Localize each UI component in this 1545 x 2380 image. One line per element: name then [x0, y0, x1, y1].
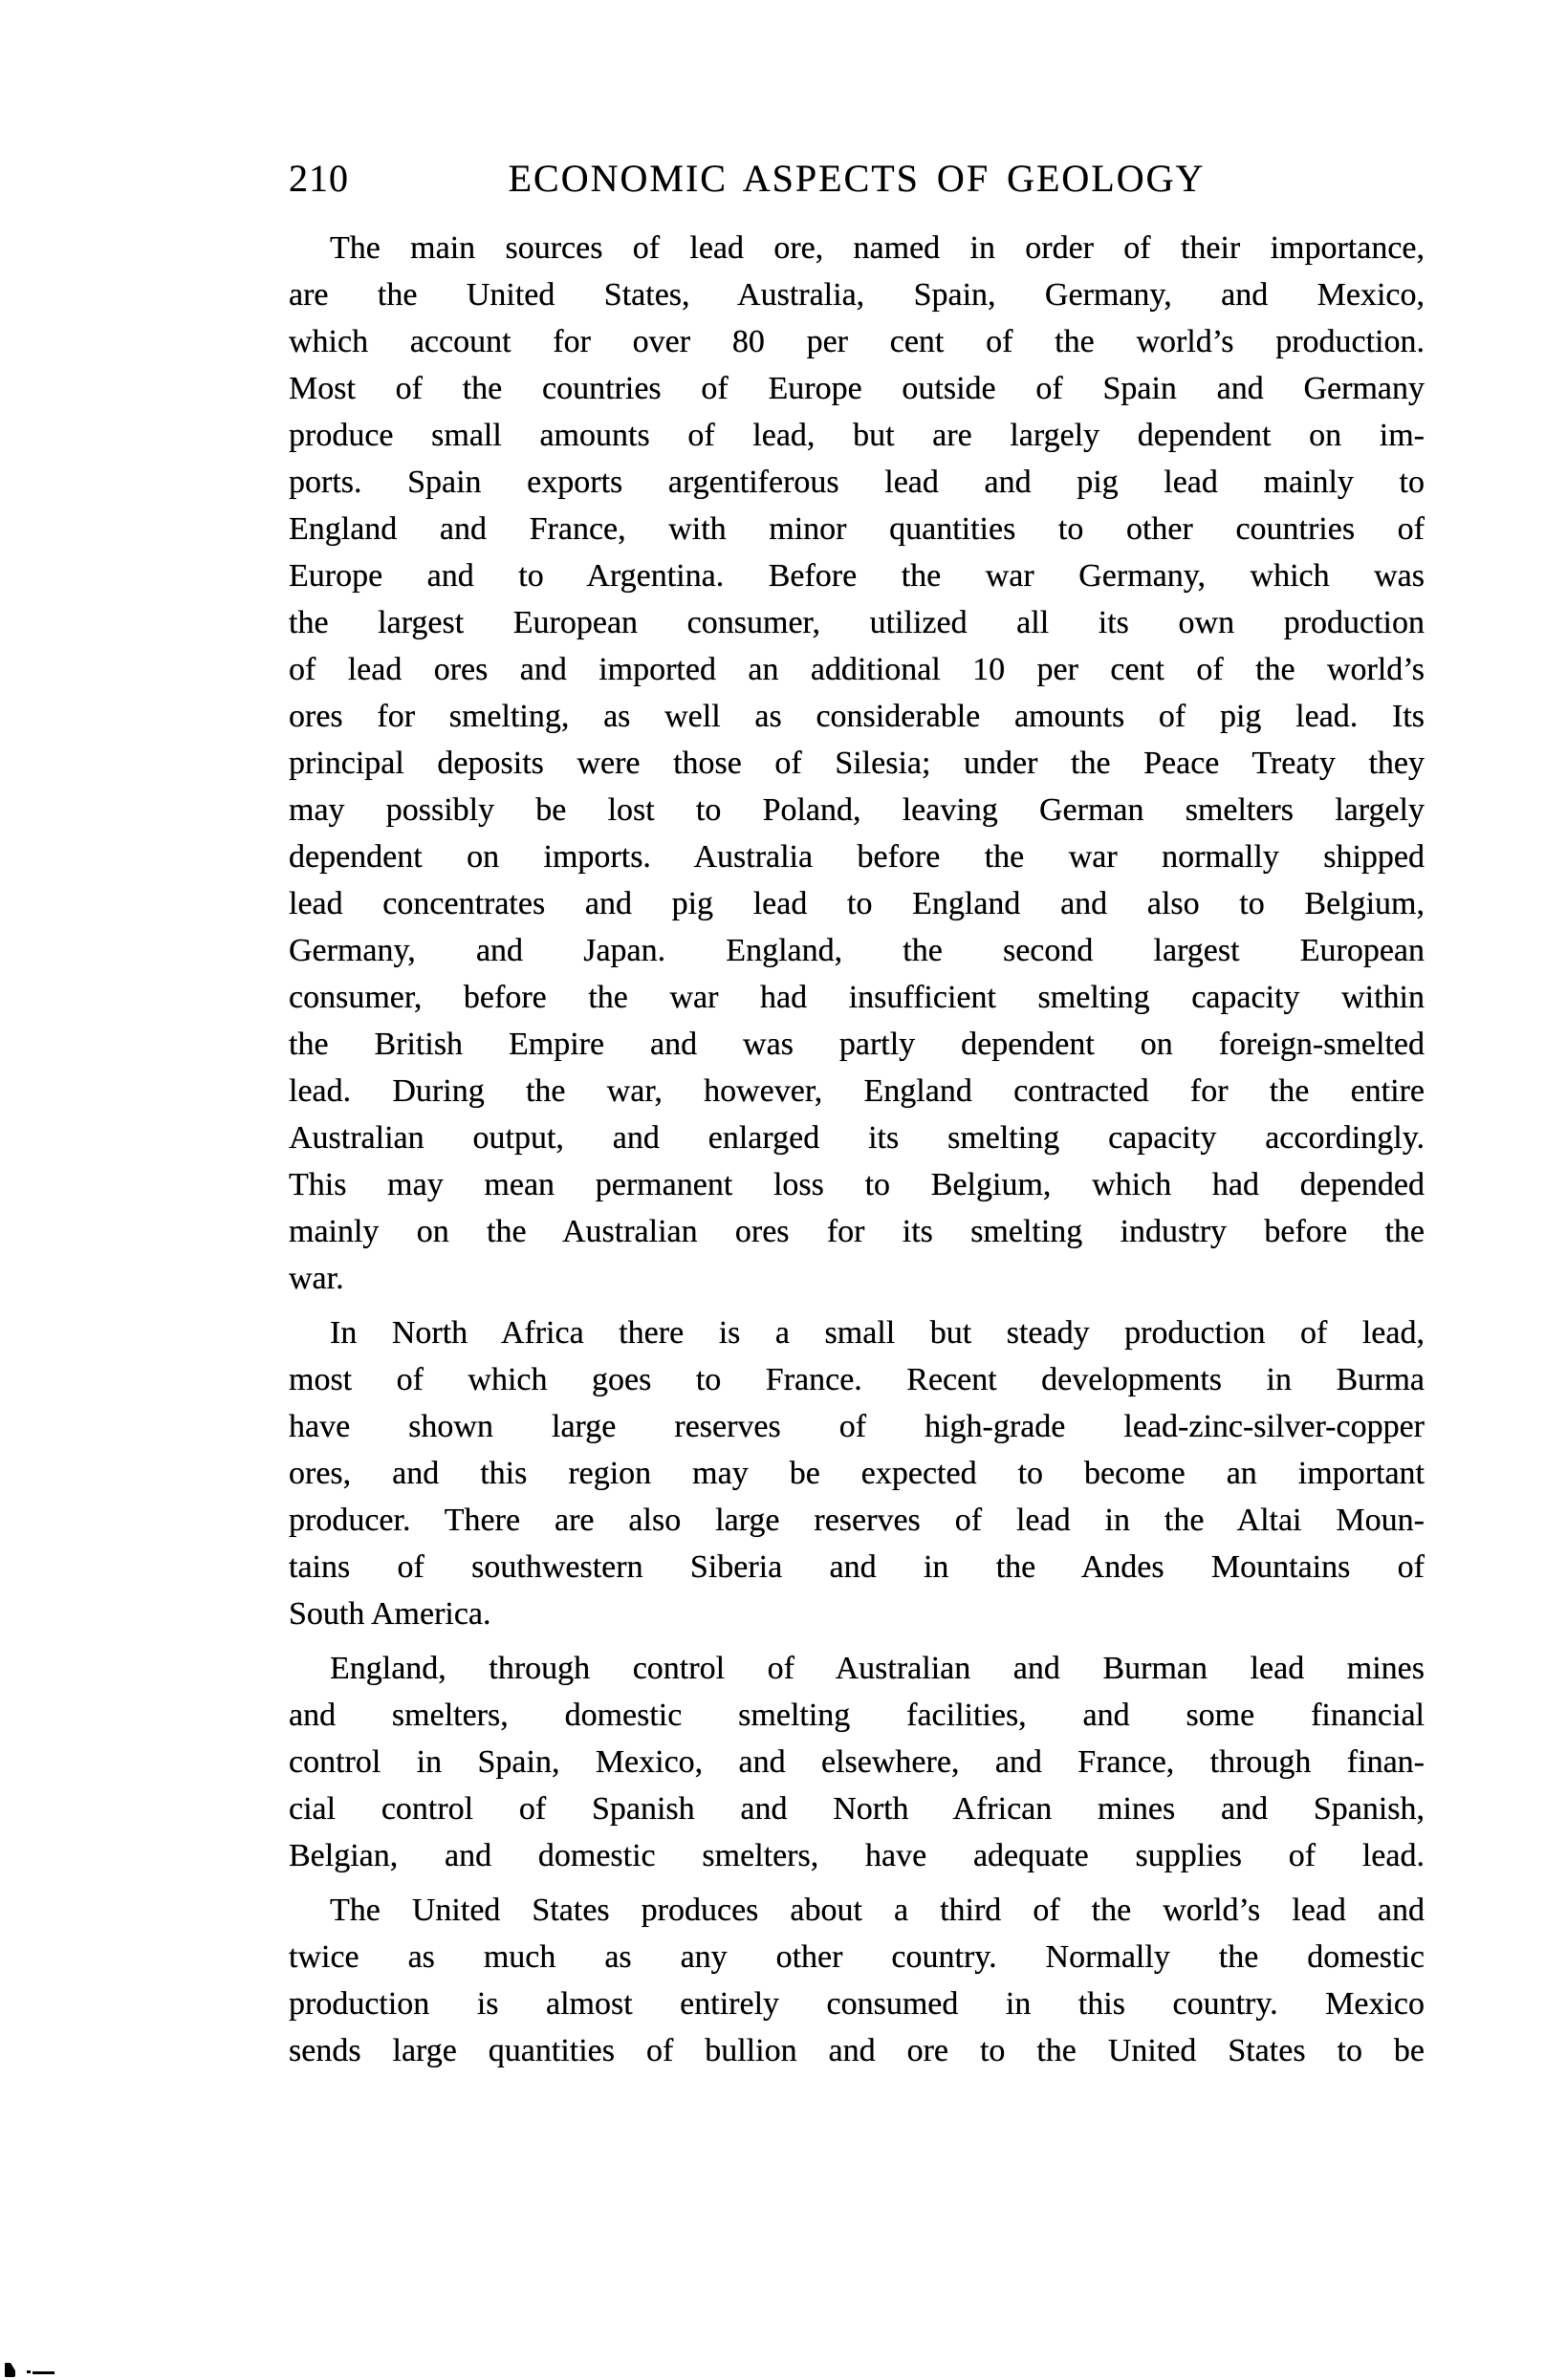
text-line: Australian output, and enlarged its smelting capacity accordingly.	[289, 1120, 1425, 1156]
paragraph	[289, 1309, 1425, 1637]
paragraph	[289, 225, 1425, 1302]
page-header	[289, 153, 1425, 205]
text-line: the largest European consumer, utilized all its own production	[289, 605, 1425, 640]
text-line: Europe and to Argentina. Before the war Germany, which was	[289, 558, 1425, 594]
page-number: 210	[289, 157, 349, 200]
text-line: lead. During the war, however, England contracted for the entire	[289, 1073, 1425, 1109]
text-line: production is almost entirely consumed in this country. Mexico	[289, 1986, 1425, 2022]
text-block	[289, 225, 1425, 2074]
text-line: This may mean permanent loss to Belgium, which had depended	[289, 1167, 1425, 1202]
text-line: Germany, and Japan. England, the second largest European	[289, 933, 1425, 968]
paragraph	[289, 1887, 1425, 2074]
scan-artifact-blot	[5, 2363, 15, 2377]
text-line: tains of southwestern Siberia and in the Andes Mountains of	[289, 1549, 1425, 1585]
text-line: producer. There are also large reserves of lead in the Altai Moun-	[289, 1503, 1425, 1538]
text-line: principal deposits were those of Silesia; under the Peace Treaty they	[289, 746, 1425, 781]
running-title: ECONOMIC ASPECTS OF GEOLOGY	[508, 157, 1206, 200]
text-line: The main sources of lead ore, named in order of their importance,	[330, 230, 1425, 266]
text-line: twice as much as any other country. Normally the domestic	[289, 1939, 1425, 1975]
text-line: dependent on imports. Australia before the war normally shipped	[289, 839, 1425, 875]
text-line: lead concentrates and pig lead to England and also to Belgium,	[289, 886, 1425, 921]
text-line: war.	[289, 1261, 344, 1296]
paragraph	[289, 1645, 1425, 1879]
text-line: are the United States, Australia, Spain, Germany, and Mexico,	[289, 277, 1425, 313]
text-line: The United States produces about a third of the world’s lead and	[330, 1893, 1425, 1928]
scan-artifact-dot	[27, 2370, 31, 2373]
text-line: ports. Spain exports argentiferous lead and pig lead mainly to	[289, 465, 1425, 500]
text-line: and smelters, domestic smelting facilities, and some financial	[289, 1698, 1425, 1733]
text-line: produce small amounts of lead, but are largely dependent on im-	[289, 418, 1425, 453]
text-line: may possibly be lost to Poland, leaving German smelters largely	[289, 792, 1425, 828]
text-line: cial control of Spanish and North African mines and Spanish,	[289, 1791, 1425, 1827]
text-line: In North Africa there is a small but steady production of lead,	[330, 1315, 1425, 1351]
text-line: control in Spain, Mexico, and elsewhere, and France, through finan-	[289, 1744, 1425, 1780]
text-line: England and France, with minor quantities to other countries of	[289, 511, 1425, 547]
text-line: consumer, before the war had insufficient smelting capacity within	[289, 980, 1425, 1015]
scan-artifact-dash	[33, 2371, 54, 2374]
text-line: Belgian, and domestic smelters, have adequate supplies of lead.	[289, 1838, 1425, 1873]
text-line: Most of the countries of Europe outside of Spain and Germany	[289, 371, 1425, 406]
text-line: have shown large reserves of high-grade lead-zinc-silver-copper	[289, 1409, 1425, 1444]
text-line: South America.	[289, 1596, 491, 1632]
text-line: most of which goes to France. Recent developments in Burma	[289, 1362, 1425, 1397]
text-line: mainly on the Australian ores for its smelting industry before the	[289, 1214, 1425, 1249]
text-line: ores, and this region may be expected to become an important	[289, 1456, 1425, 1491]
text-line: England, through control of Australian and Burman lead mines	[330, 1651, 1425, 1686]
text-line: the British Empire and was partly dependent on foreign-smelted	[289, 1027, 1425, 1062]
text-line: of lead ores and imported an additional 10 per cent of the world’s	[289, 652, 1425, 687]
text-line: which account for over 80 per cent of the world’s production.	[289, 324, 1425, 359]
text-line: ores for smelting, as well as considerable amounts of pig lead. Its	[289, 699, 1425, 734]
text-line: sends large quantities of bullion and ore to the United States to be	[289, 2033, 1425, 2068]
